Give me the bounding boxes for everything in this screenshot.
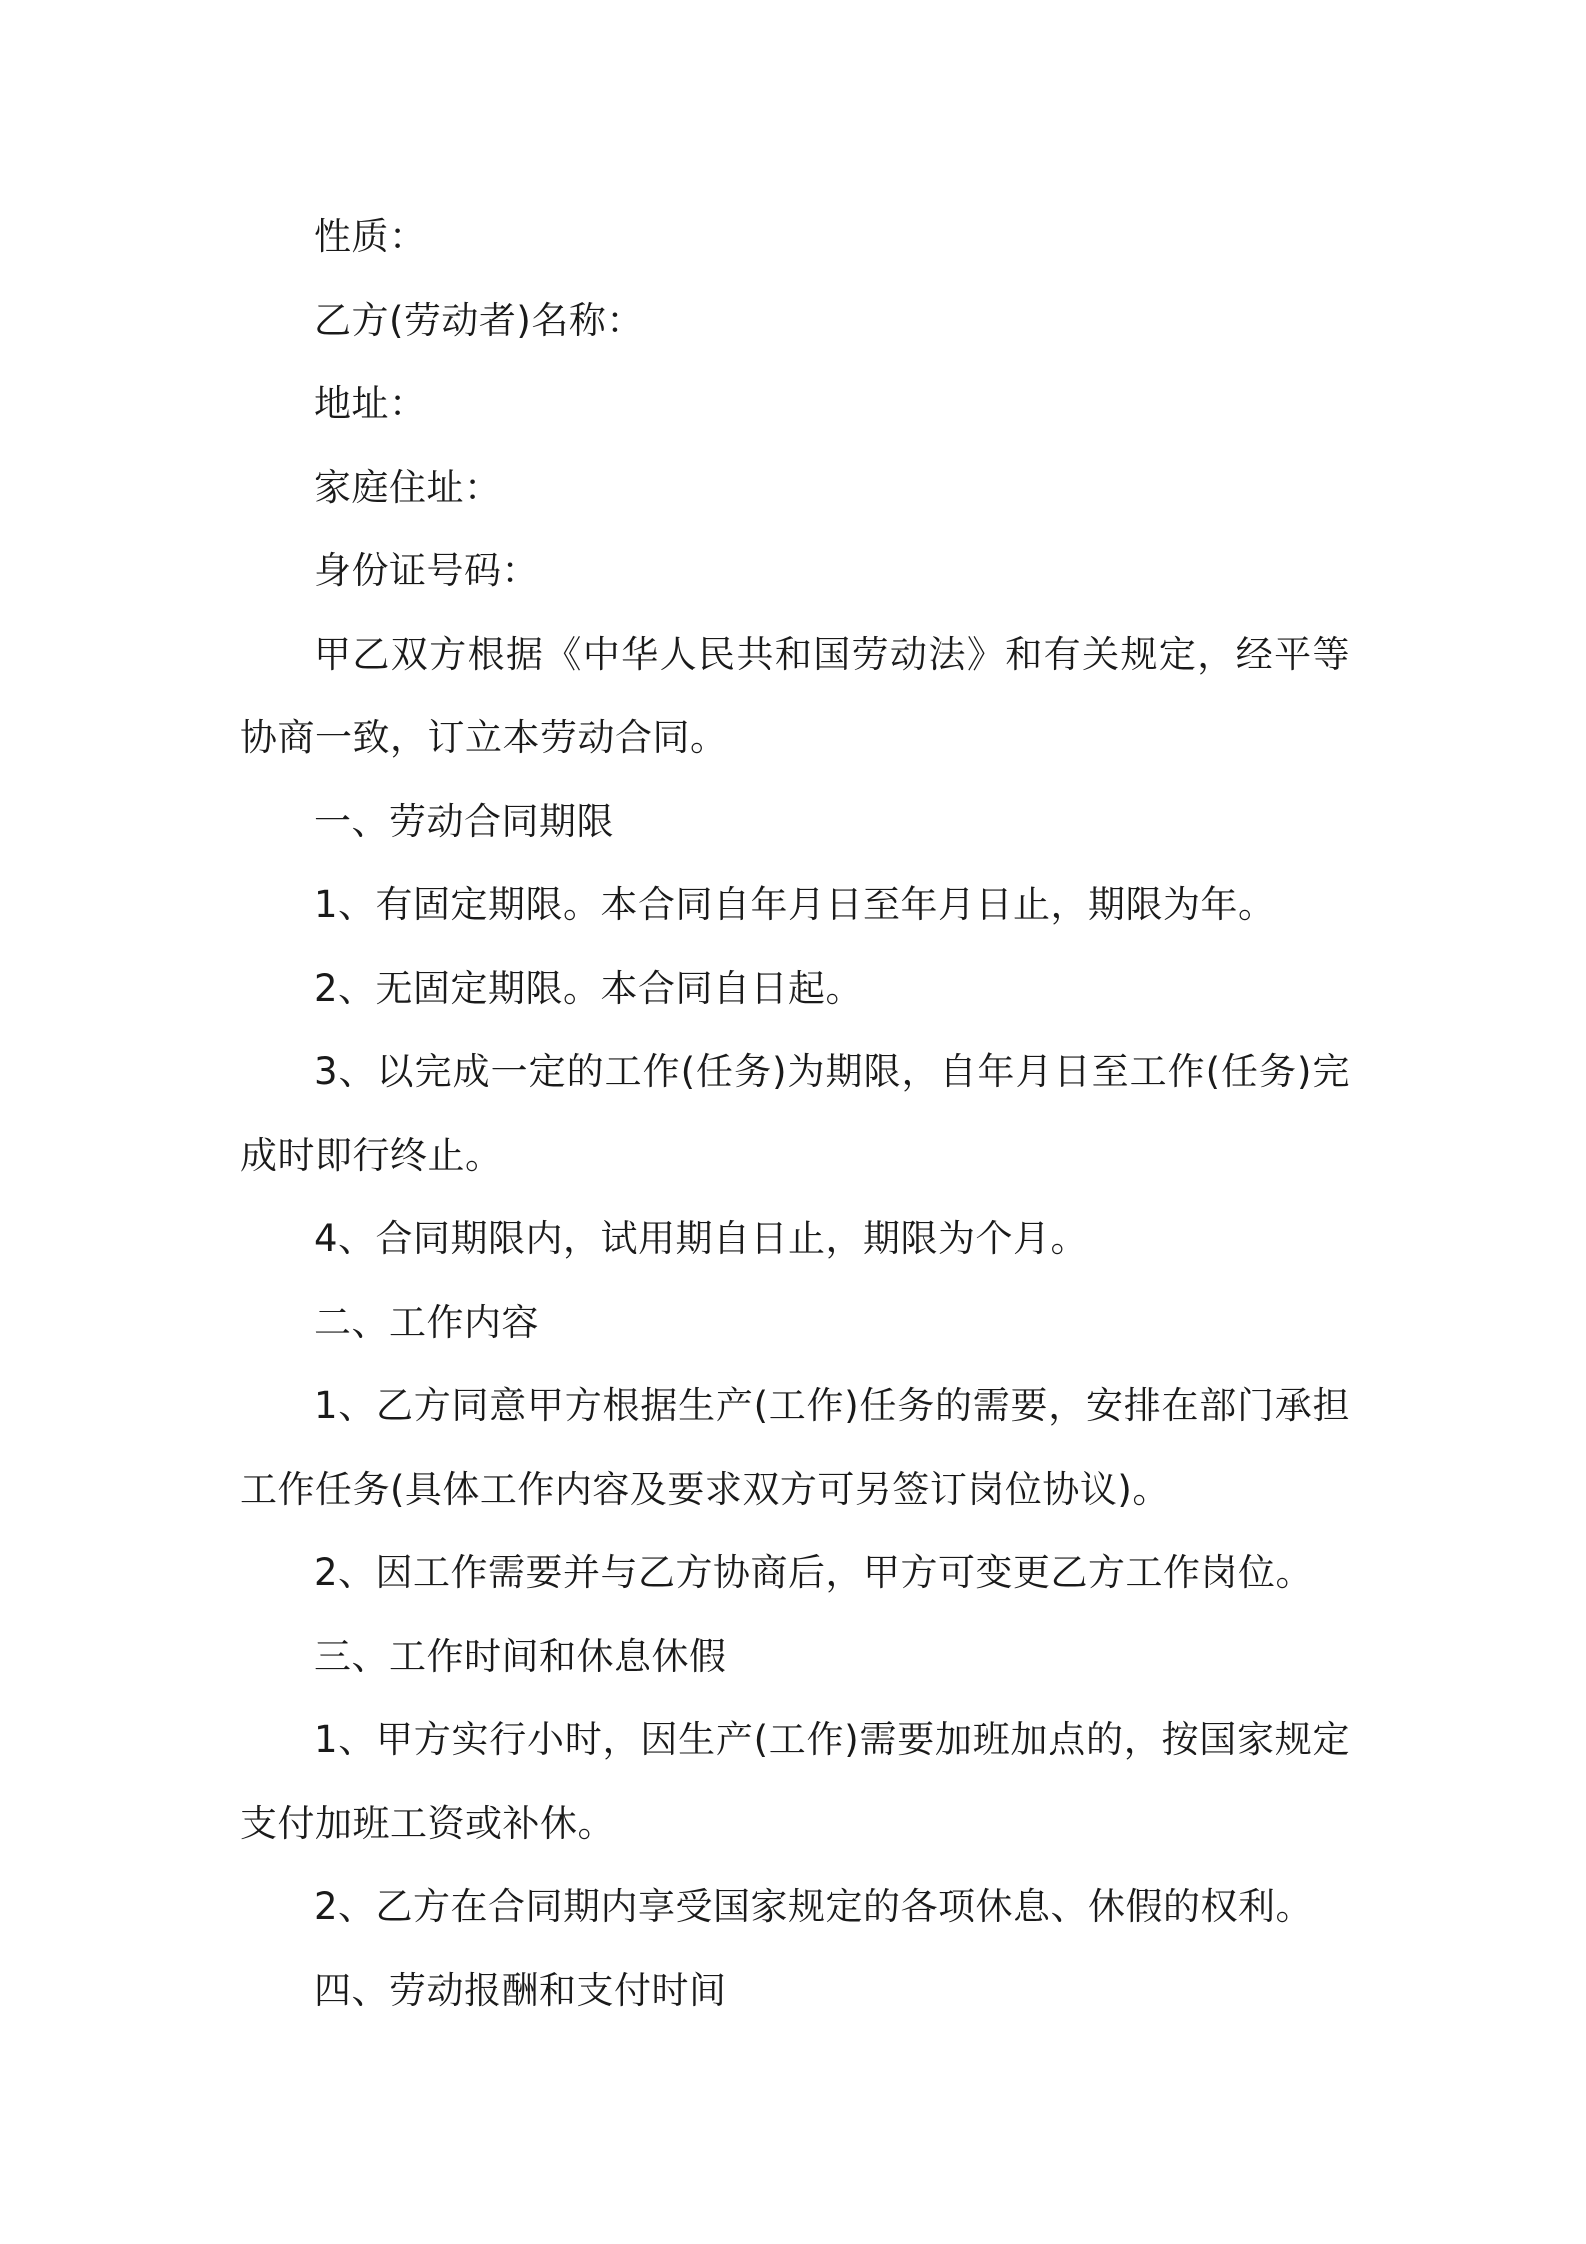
- clause-position-change: 2、因工作需要并与乙方协商后，甲方可变更乙方工作岗位。: [314, 1551, 1314, 1594]
- field-id-number: 身份证号码：: [314, 549, 539, 592]
- clause-leave-rights: 2、乙方在合同期内享受国家规定的各项休息、休假的权利。: [314, 1885, 1314, 1928]
- field-nature: 性质：: [314, 215, 427, 258]
- clause-task-term: 3、以完成一定的工作(任务)为期限，自年月日至工作(任务)完成时即行终止。: [240, 1050, 1350, 1177]
- section-heading-remuneration: 四、劳动报酬和支付时间: [314, 1968, 727, 2012]
- intro-paragraph: 甲乙双方根据《中华人民共和国劳动法》和有关规定，经平等协商一致，订立本劳动合同。: [240, 632, 1350, 759]
- field-home-address: 家庭住址：: [314, 465, 502, 509]
- field-address: 地址：: [314, 382, 427, 425]
- section-heading-term: 一、劳动合同期限: [314, 799, 614, 843]
- field-party-b-name: 乙方(劳动者)名称：: [314, 298, 644, 342]
- document-body: [240, 195, 1350, 2032]
- clause-open-term: 2、无固定期限。本合同自日起。: [314, 966, 864, 1010]
- clause-work-assignment: 1、乙方同意甲方根据生产(工作)任务的需要，安排在部门承担工作任务(具体工作内容及要求双方可另签订岗位协议)。: [240, 1384, 1350, 1511]
- section-heading-work-content: 二、工作内容: [314, 1300, 539, 1344]
- section-heading-working-hours: 三、工作时间和休息休假: [314, 1634, 727, 1678]
- clause-working-hours: 1、甲方实行小时，因生产(工作)需要加班加点的，按国家规定支付加班工资或补休。: [240, 1718, 1350, 1845]
- clause-fixed-term: 1、有固定期限。本合同自年月日至年月日止，期限为年。: [314, 883, 1276, 926]
- clause-probation: 4、合同期限内，试用期自日止，期限为个月。: [314, 1217, 1089, 1260]
